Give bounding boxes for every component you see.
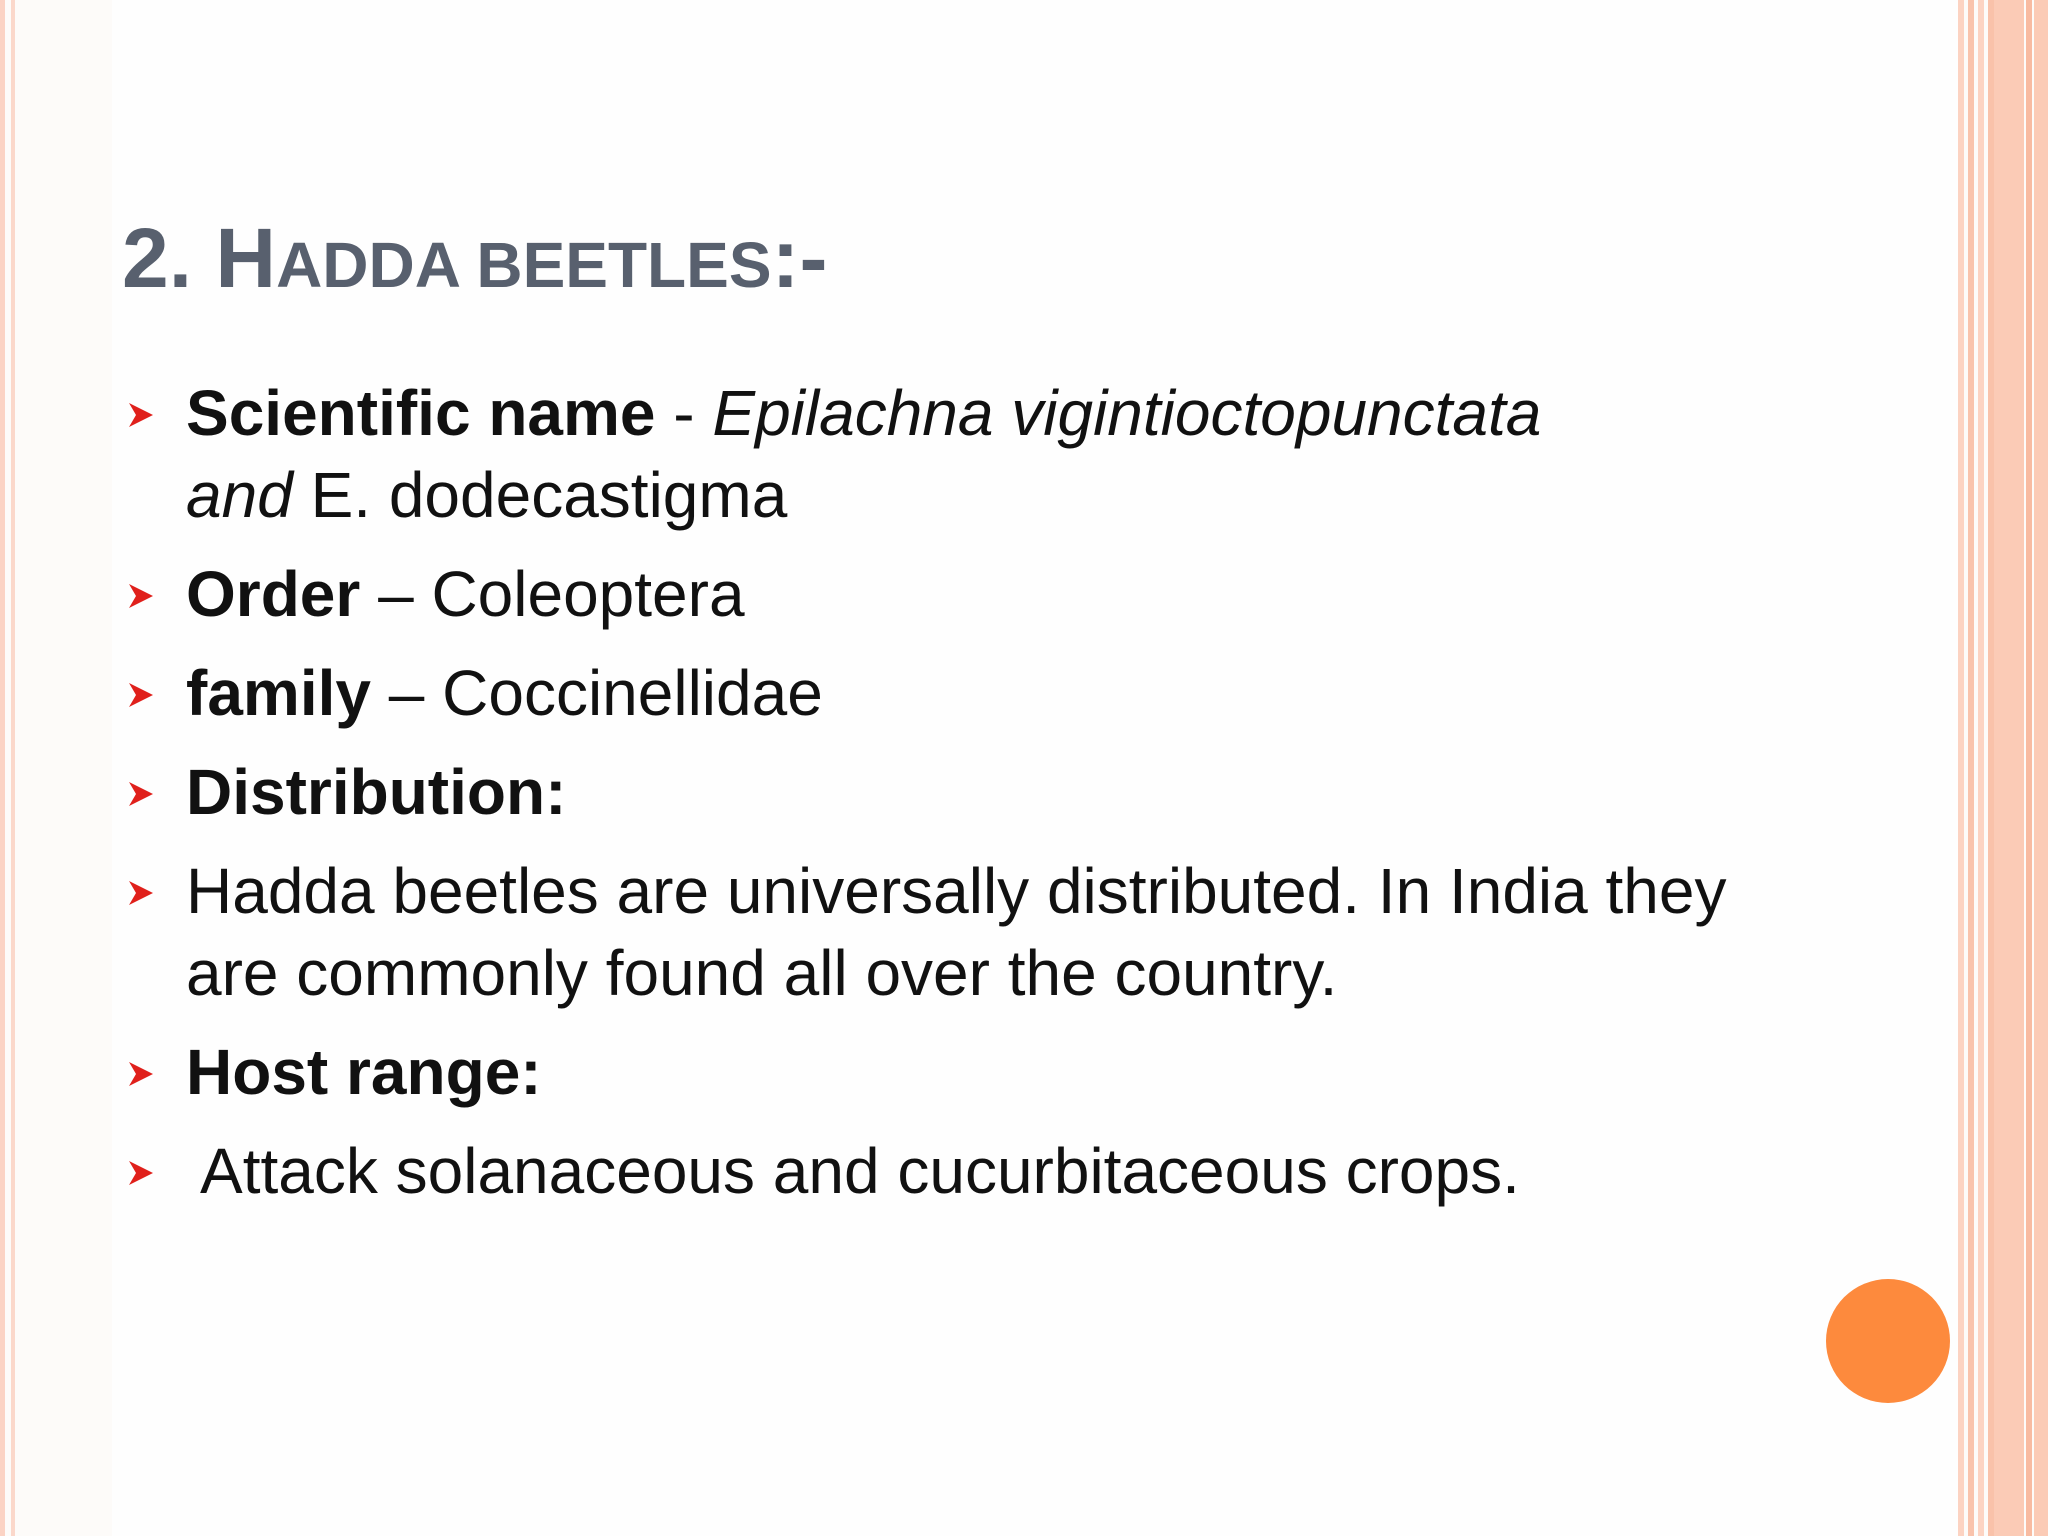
order-label: Order — [186, 558, 361, 630]
family-label: family — [186, 657, 371, 729]
distribution-text: Hadda beetles are universally distributed. In India they are commonly found all over the country. — [186, 855, 1727, 1009]
list-item-scientific-name — [126, 372, 1766, 536]
family-separator: – — [370, 657, 443, 729]
orange-circle-decoration — [1826, 1279, 1950, 1403]
arrowhead-bullet-icon — [126, 581, 156, 611]
title-number: 2. — [122, 211, 216, 305]
host-range-heading: Host range: — [186, 1036, 542, 1108]
arrowhead-bullet-icon — [126, 400, 156, 430]
title-first-letter: H — [215, 211, 277, 305]
title-suffix: :- — [771, 211, 828, 305]
list-item-family — [126, 652, 1766, 734]
list-item-host-text — [126, 1130, 1766, 1212]
right-border-stripe — [1978, 0, 1984, 1536]
distribution-heading: Distribution: — [186, 756, 567, 828]
scientific-name-label: Scientific name — [186, 377, 656, 449]
title-small-caps: ADDA BEETLES — [276, 229, 772, 301]
arrowhead-bullet-icon — [126, 779, 156, 809]
right-border-stripe — [2026, 0, 2032, 1536]
right-border-stripe — [2034, 0, 2048, 1536]
arrowhead-bullet-icon — [126, 1158, 156, 1188]
order-separator: – — [360, 558, 432, 630]
scientific-name-separator: - — [655, 377, 713, 449]
bullet-list — [126, 372, 1766, 1229]
arrowhead-bullet-icon — [126, 878, 156, 908]
slide-title — [122, 212, 827, 311]
right-border-stripe — [1968, 0, 1974, 1536]
left-border-line — [0, 0, 5, 1536]
left-border-line-inner — [11, 0, 15, 1536]
species-name-1: Epilachna vigintioctopunctata — [712, 377, 1542, 449]
species-conjunction: and — [186, 459, 293, 531]
order-value: Coleoptera — [431, 558, 745, 630]
list-item-distribution-text — [126, 850, 1766, 1014]
list-item-host-heading — [126, 1031, 1766, 1113]
arrowhead-bullet-icon — [126, 1059, 156, 1089]
list-item-order — [126, 553, 1766, 635]
right-border-stripe — [1958, 0, 1964, 1536]
list-item-distribution-heading — [126, 751, 1766, 833]
family-value: Coccinellidae — [442, 657, 823, 729]
species-name-2: E. dodecastigma — [292, 459, 788, 531]
right-border-stripe — [1994, 0, 2024, 1536]
arrowhead-bullet-icon — [126, 680, 156, 710]
host-range-text: Attack solanaceous and cucurbitaceous crops. — [200, 1135, 1520, 1207]
